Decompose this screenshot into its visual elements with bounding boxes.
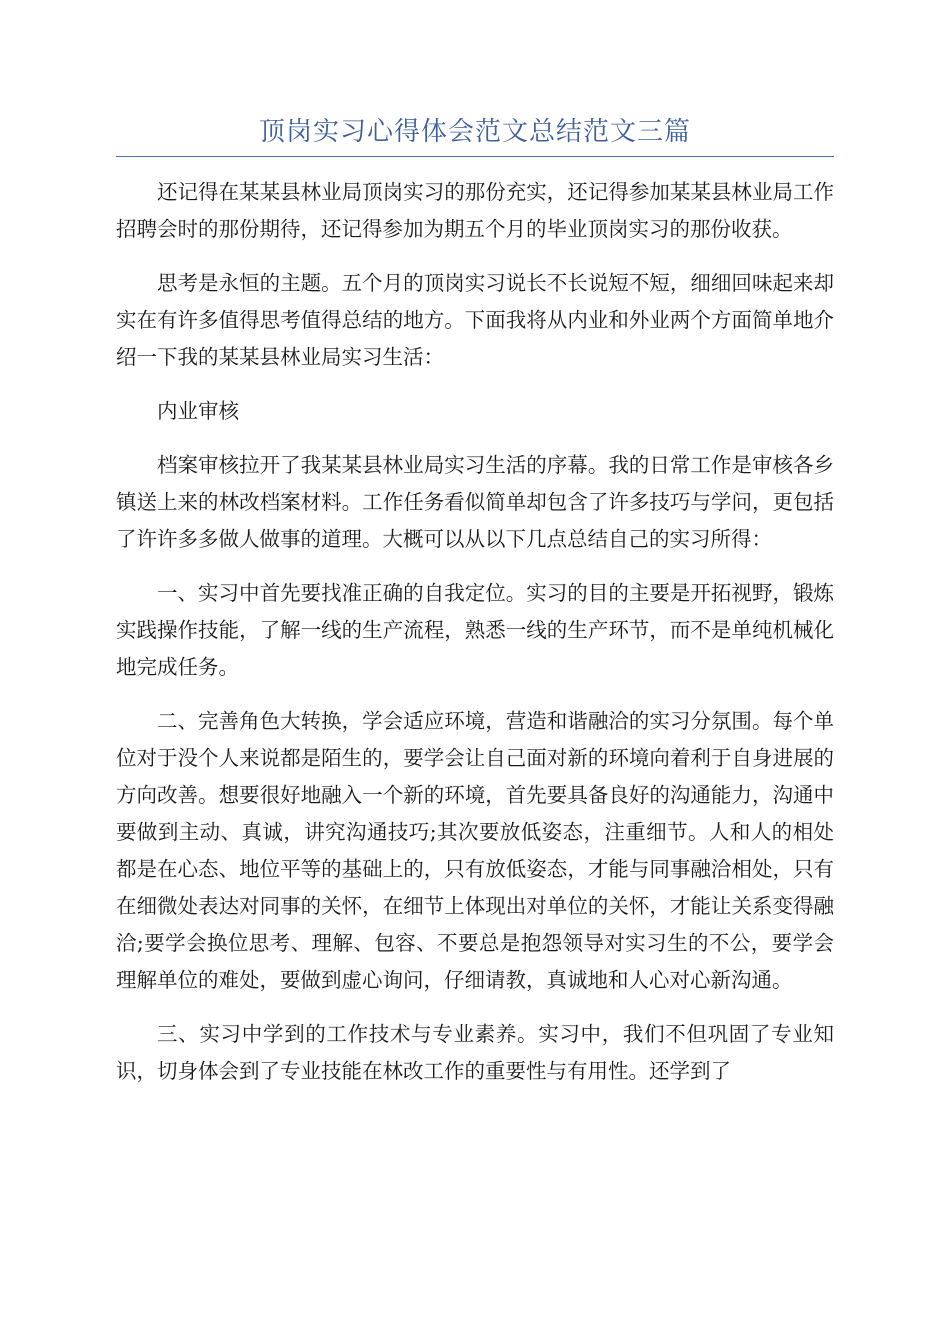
paragraph-point-3: 三、实习中学到的工作技术与专业素养。实习中，我们不但巩固了专业知识，切身体会到了专业技能在林改工作的重要性与有用性。还学到了 xyxy=(116,1022,834,1083)
paragraph-1: 还记得在某某县林业局顶岗实习的那份充实，还记得参加某某县林业局工作招聘会时的那份期待，还记得参加为期五个月的毕业顶岗实习的那份收获。 xyxy=(116,180,834,241)
paragraph-point-1: 一、实习中首先要找准正确的自我定位。实习的目的主要是开拓视野，锻炼实践操作技能，了解一线的生产流程，熟悉一线的生产环节，而不是单纯机械化地完成任务。 xyxy=(116,581,834,679)
paragraph-3: 档案审核拉开了我某某县林业局实习生活的序幕。我的日常工作是审核各乡镇送上来的林改档案材料。工作任务看似简单却包含了许多技巧与学问，更包括了许许多多做人做事的道理。大概可以从以下几点总结自己的实习所得： xyxy=(116,453,834,551)
section-heading-internal-review: 内业审核 xyxy=(157,399,239,423)
title-block xyxy=(116,112,834,157)
paragraph-point-2: 二、完善角色大转换，学会适应环境，营造和谐融洽的实习分氛围。每个单位对于没个人来说都是陌生的，要学会让自己面对新的环境向着利于自身进展的方向改善。想要很好地融入一个新的环境，首先要具备良好的沟通能力，沟通中要做到主动、真诚，讲究沟通技巧;其次要放低姿态，注重细节。人和人的相处都是在心态、地位平等的基础上的，只有放低姿态，才能与同事融洽相处，只有在细微处表达对同事的关怀，在细节上体现出对单位的关怀，才能让关系变得融洽;要学会换位思考、理解、包容、不要总是抱怨领导对实习生的不公，要学会理解单位的难处，要做到虚心询问，仔细请教，真诚地和人心对心新沟通。 xyxy=(116,709,834,992)
document-title: 顶岗实习心得体会范文总结范文三篇 xyxy=(258,117,691,147)
document-body xyxy=(116,174,834,1107)
paragraph-2: 思考是永恒的主题。五个月的顶岗实习说长不长说短不短，细细回味起来却实在有许多值得思考值得总结的地方。下面我将从内业和外业两个方面简单地介绍一下我的某某县林业局实习生活： xyxy=(116,271,834,369)
